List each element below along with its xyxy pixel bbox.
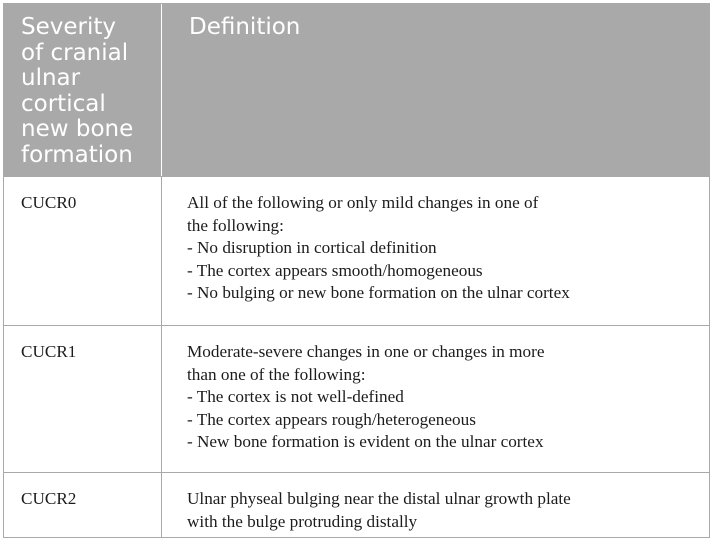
row-definition: Ulnar physeal bulging near the distal ulnar growth plate with the bulge protruding distally	[187, 489, 571, 531]
row-definition: All of the following or only mild changes in one of the following: - No disruption in cortical definition - The cortex appears smooth/homogeneous - No bulging or new bone formation on the ulnar cortex	[187, 193, 570, 303]
row-code: CUCR0	[21, 193, 77, 212]
table-row	[4, 176, 709, 325]
header-divider	[161, 4, 162, 176]
header-severity: Severity of cranial ulnar cortical new bone formation	[21, 14, 134, 168]
column-divider	[161, 326, 162, 472]
row-code: CUCR2	[21, 489, 77, 508]
table-row	[4, 325, 709, 472]
severity-definition-table	[3, 3, 710, 538]
column-divider	[161, 473, 162, 537]
table-header	[4, 4, 709, 176]
table-row	[4, 472, 709, 537]
row-definition: Moderate-severe changes in one or changes in more than one of the following: - The cortex is not well-defined - The cortex appears rough/heterogeneous - New bone formation is evident on the ulnar cortex	[187, 342, 545, 452]
column-divider	[161, 177, 162, 325]
row-code: CUCR1	[21, 342, 77, 361]
header-definition: Definition	[189, 14, 301, 40]
